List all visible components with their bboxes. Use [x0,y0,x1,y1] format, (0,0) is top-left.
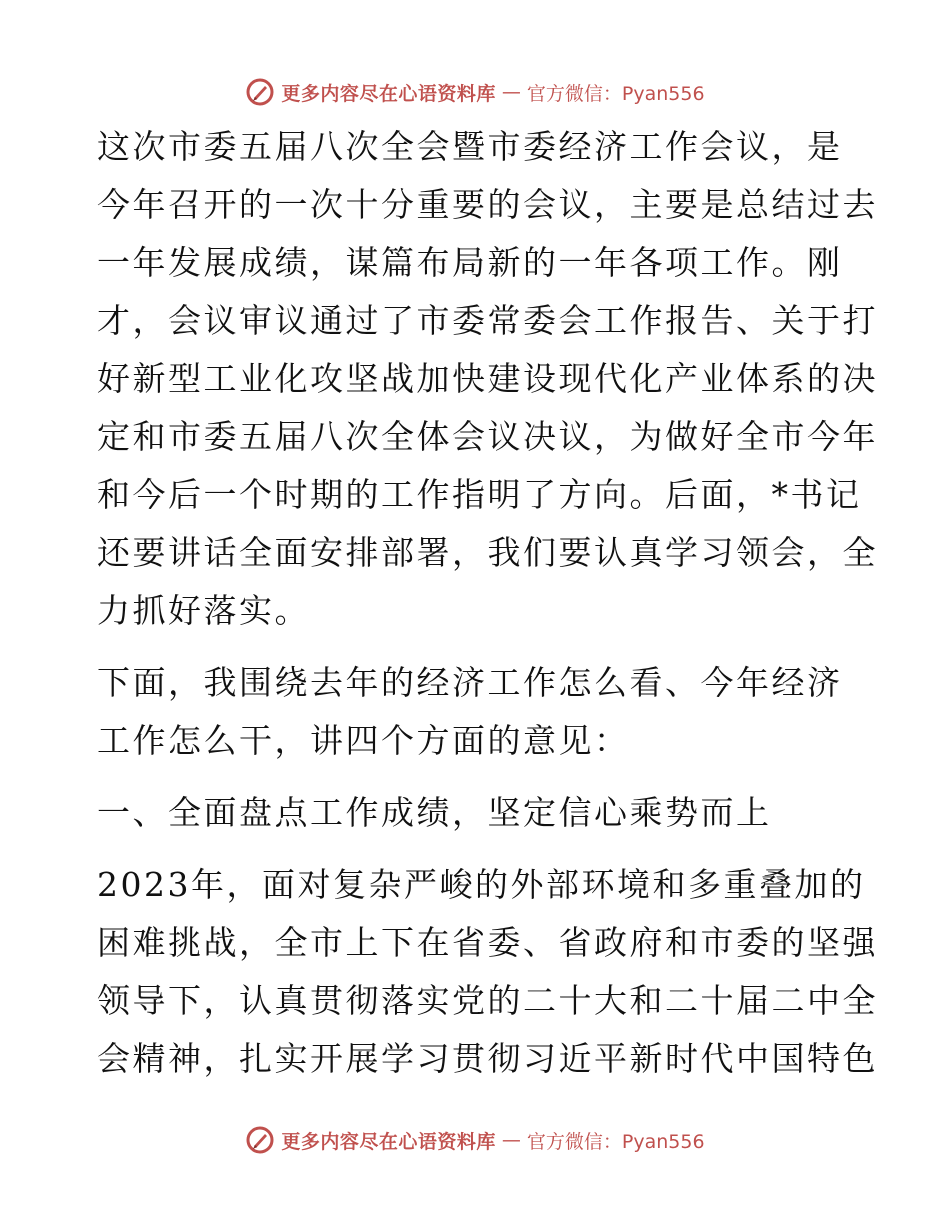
section-heading [97,784,857,842]
text-line: 下面，我围绕去年的经济工作怎么看、今年经济 [97,663,843,702]
watermark-text: 更多内容尽在心语资料库 [281,82,496,105]
text-line: 和今后一个时期的工作指明了方向。后面，*书记 [97,475,862,514]
text-line: 今年召开的一次十分重要的会议，主要是总结过去 [97,185,878,224]
pen-logo-icon [245,1125,275,1155]
watermark-wechat: 官方微信：Pyan556 [526,82,705,105]
text-line: 还要讲话全面安排部署，我们要认真学习领会，全 [97,533,878,572]
text-line: 领导下，认真贯彻落实党的二十大和二十届二中全 [97,981,878,1020]
watermark-dash: — [501,81,521,103]
pen-logo-icon [245,77,275,107]
text-line: 工作怎么干，讲四个方面的意见： [97,721,630,760]
text-line: 才，会议审议通过了市委常委会工作报告、关于打 [97,301,878,340]
paragraph [97,856,878,1088]
watermark-dash: — [501,1129,521,1151]
watermark-text: 更多内容尽在心语资料库 [281,1130,496,1153]
text-line: 力抓好落实。 [97,591,310,630]
text-line: 会精神，扎实开展学习贯彻习近平新时代中国特色 [97,1039,878,1078]
text-line: 2023年，面对复杂严峻的外部环境和多重叠加的 [97,865,866,904]
text-line: 这次市委五届八次全会暨市委经济工作会议，是 [97,127,843,166]
text-line: 好新型工业化攻坚战加快建设现代化产业体系的决 [97,359,878,398]
text-line: 一年发展成绩，谋篇布局新的一年各项工作。刚 [97,243,843,282]
watermark-wechat: 官方微信：Pyan556 [526,1130,705,1153]
paragraph [97,654,857,770]
paragraph [97,118,878,640]
watermark-footer [0,1120,950,1160]
text-line: 困难挑战，全市上下在省委、省政府和市委的坚强 [97,923,878,962]
document-body [97,118,878,1088]
watermark-header [0,72,950,112]
heading-line: 一、全面盘点工作成绩，坚定信心乘势而上 [97,793,772,832]
text-line: 定和市委五届八次全体会议决议，为做好全市今年 [97,417,878,456]
